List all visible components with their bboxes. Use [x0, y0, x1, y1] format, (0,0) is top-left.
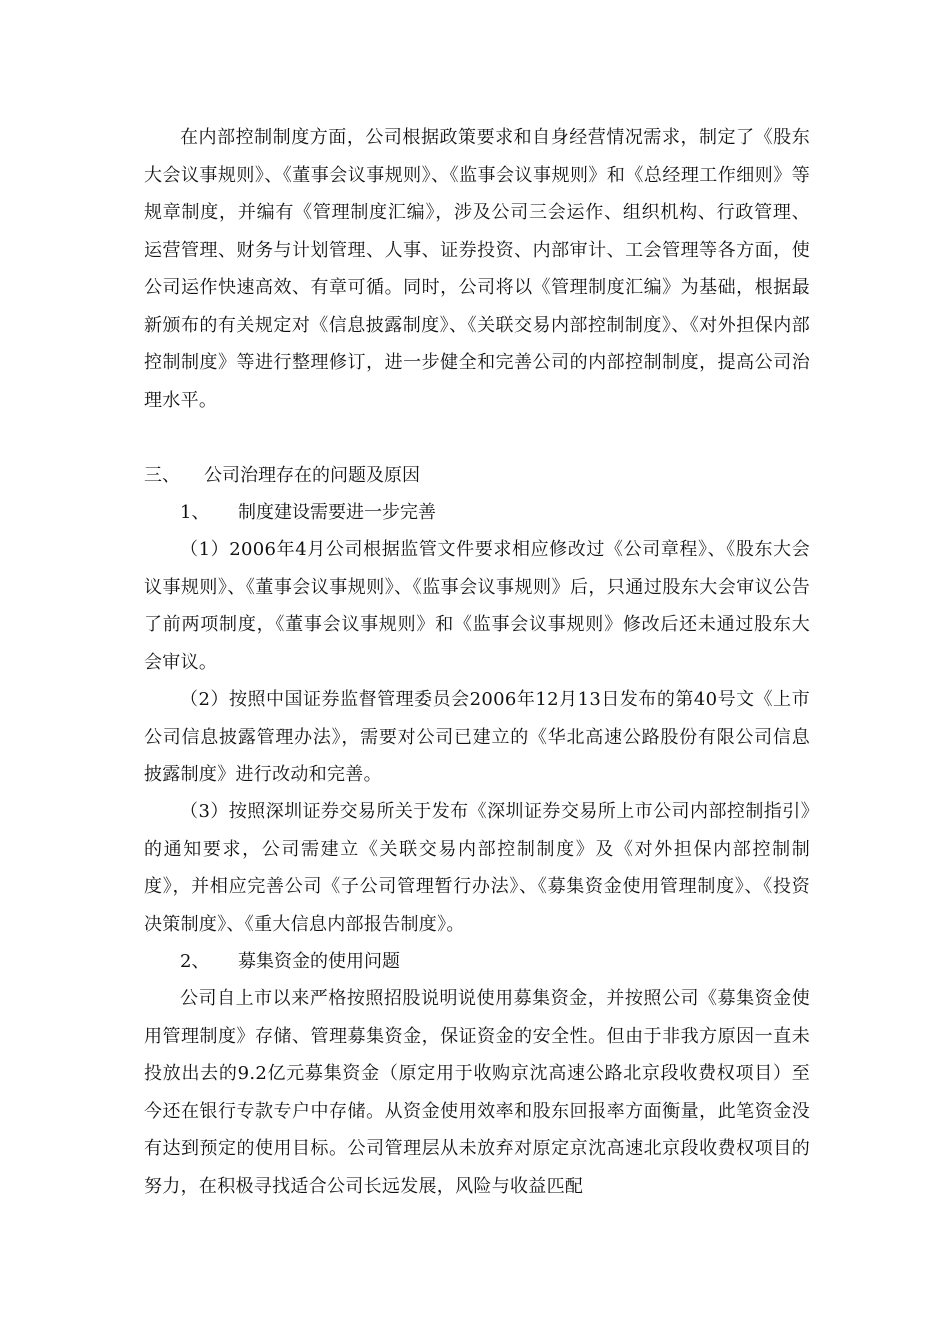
subsection-number: 1、: [180, 502, 210, 523]
section-heading-3: [144, 457, 420, 495]
section-number: 三、: [144, 465, 180, 486]
item-3-paragraph: （3）按照深圳证券交易所关于发布《深圳证券交易所上市公司内部控制指引》的通知要求，公司需建立《关联交易内部控制制度》及《对外担保内部控制制度》，并相应完善公司《子公司管理暂行办法》、《募集资金使用管理制度》、《投资决策制度》、《重大信息内部报告制度》。: [144, 801, 810, 935]
section-title: 公司治理存在的问题及原因: [204, 465, 420, 486]
intro-paragraph: 在内部控制制度方面，公司根据政策要求和自身经营情况需求，制定了《股东大会议事规则》、《董事会议事规则》、《监事会议事规则》和《总经理工作细则》等规章制度，并编有《管理制度汇编》，涉及公司三会运作、组织机构、行政管理、运营管理、财务与计划管理、人事、证券投资、内部审计、工会管理等各方面，使公司运作快速高效、有章可循。同时，公司将以《管理制度汇编》为基础，根据最新颁布的有关规定对《信息披露制度》、《关联交易内部控制制度》、《对外担保内部控制制度》等进行整理修订，进一步健全和完善公司的内部控制制度，提高公司治理水平。: [144, 127, 810, 411]
subsection-title: 制度建设需要进一步完善: [238, 502, 436, 523]
subsection-number: 2、: [180, 951, 210, 972]
subsection-heading-1: [180, 494, 436, 532]
item-2-paragraph: （2）按照中国证券监督管理委员会2006年12月13日发布的第40号文《上市公司信息披露管理办法》，需要对公司已建立的《华北高速公路股份有限公司信息披露制度》进行改动和完善。: [144, 689, 810, 785]
item-1-paragraph: （1）2006年4月公司根据监管文件要求相应修改过《公司章程》、《股东大会议事规则》、《董事会议事规则》、《监事会议事规则》后，只通过股东大会审议公告了前两项制度，《董事会议事规则》和《监事会议事规则》修改后还未通过股东大会审议。: [144, 539, 810, 673]
subsection-heading-2: [180, 943, 400, 981]
funds-paragraph: 公司自上市以来严格按照招股说明说使用募集资金，并按照公司《募集资金使用管理制度》存储、管理募集资金，保证资金的安全性。但由于非我方原因一直未投放出去的9.2亿元募集资金（原定用于收购京沈高速公路北京段收费权项目）至今还在银行专款专户中存储。从资金使用效率和股东回报率方面衡量，此笔资金没有达到预定的使用目标。公司管理层从未放弃对原定京沈高速北京段收费权项目的努力，在积极寻找适合公司长远发展，风险与收益匹配: [144, 988, 810, 1197]
subsection-title: 募集资金的使用问题: [238, 951, 400, 972]
